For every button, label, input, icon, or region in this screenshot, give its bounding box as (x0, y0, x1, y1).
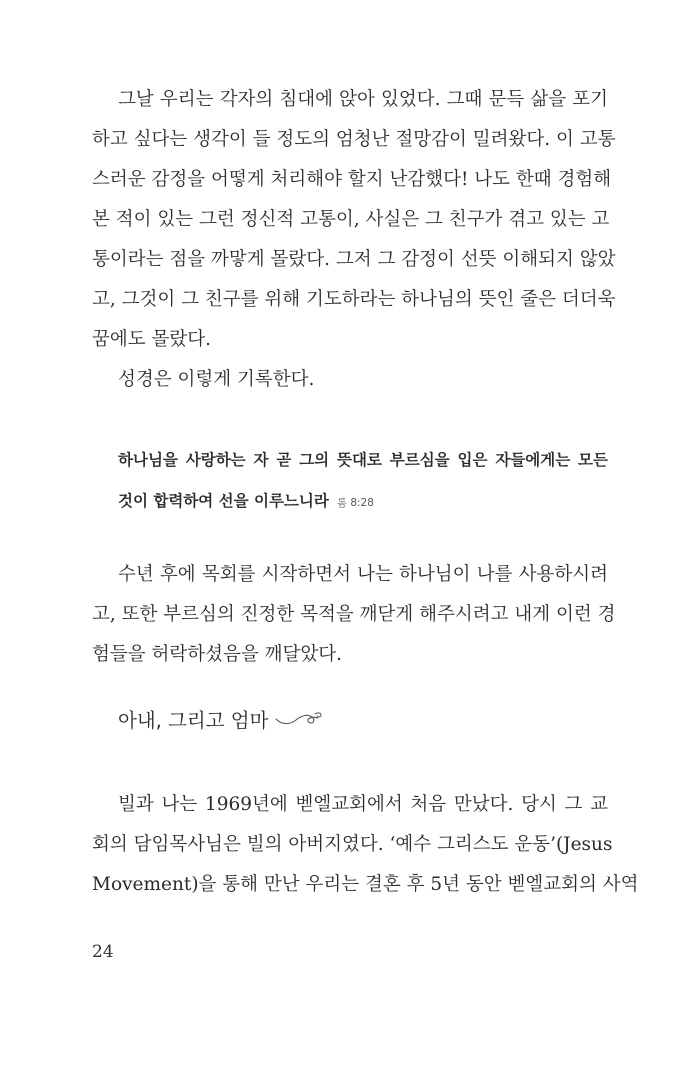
paragraph-1 (92, 80, 616, 360)
page-number: 24 (92, 942, 114, 962)
text-line: 빌과 나는 1969년에 벧엘교회에서 처음 만났다. 당시 그 교 (118, 794, 608, 815)
text-line: 성경은 이렇게 기록한다. (118, 369, 315, 390)
text-line: 고, 그것이 그 친구를 위해 기도하라는 하나님의 뜻인 줄은 더더욱 (92, 289, 616, 310)
text-line: 통이라는 점을 까맣게 몰랐다. 그저 그 감정이 선뜻 이해되지 않았 (92, 249, 616, 270)
text-line: 그날 우리는 각자의 침대에 앉아 있었다. 그때 문득 삶을 포기 (118, 89, 608, 110)
quote-line (118, 481, 608, 522)
text-line: 회의 담임목사님은 빌의 아버지였다. ‘예수 그리스도 운동’(Jesus (92, 834, 613, 855)
quote-line: 하나님을 사랑하는 자 곧 그의 뜻대로 부르심을 입은 자들에게는 모든 (118, 451, 608, 469)
text-line: 꿈에도 몰랐다. (92, 329, 211, 350)
section-heading (118, 705, 324, 733)
text-line: 고, 또한 부르심의 진정한 목적을 깨닫게 해주시려고 내게 이런 경 (92, 604, 616, 625)
paragraph-4 (92, 785, 639, 905)
text-line: 험들을 허락하셨음을 깨달았다. (92, 644, 342, 665)
text-line: 수년 후에 목회를 시작하면서 나는 하나님이 나를 사용하시려 (118, 564, 608, 585)
scripture-reference: 롬 8:28 (336, 497, 374, 509)
text-line: 스러운 감정을 어떻게 처리해야 할지 난감했다! 나도 한때 경험해 (92, 169, 612, 190)
text-line: 본 적이 있는 그런 정신적 고통이, 사실은 그 친구가 겪고 있는 고 (92, 209, 610, 230)
text-line: 하고 싶다는 생각이 들 정도의 엄청난 절망감이 밀려왔다. 이 고통 (92, 129, 616, 150)
section-heading-text: 아내, 그리고 엄마 (118, 709, 269, 732)
paragraph-3 (92, 555, 616, 675)
scripture-quote (118, 440, 608, 522)
flourish-ornament-icon (274, 706, 324, 733)
paragraph-2 (92, 360, 608, 400)
text-line: Movement)을 통해 만난 우리는 결혼 후 5년 동안 벧엘교회의 사역 (92, 874, 639, 895)
quote-text: 것이 합력하여 선을 이루느니라 (118, 492, 329, 510)
